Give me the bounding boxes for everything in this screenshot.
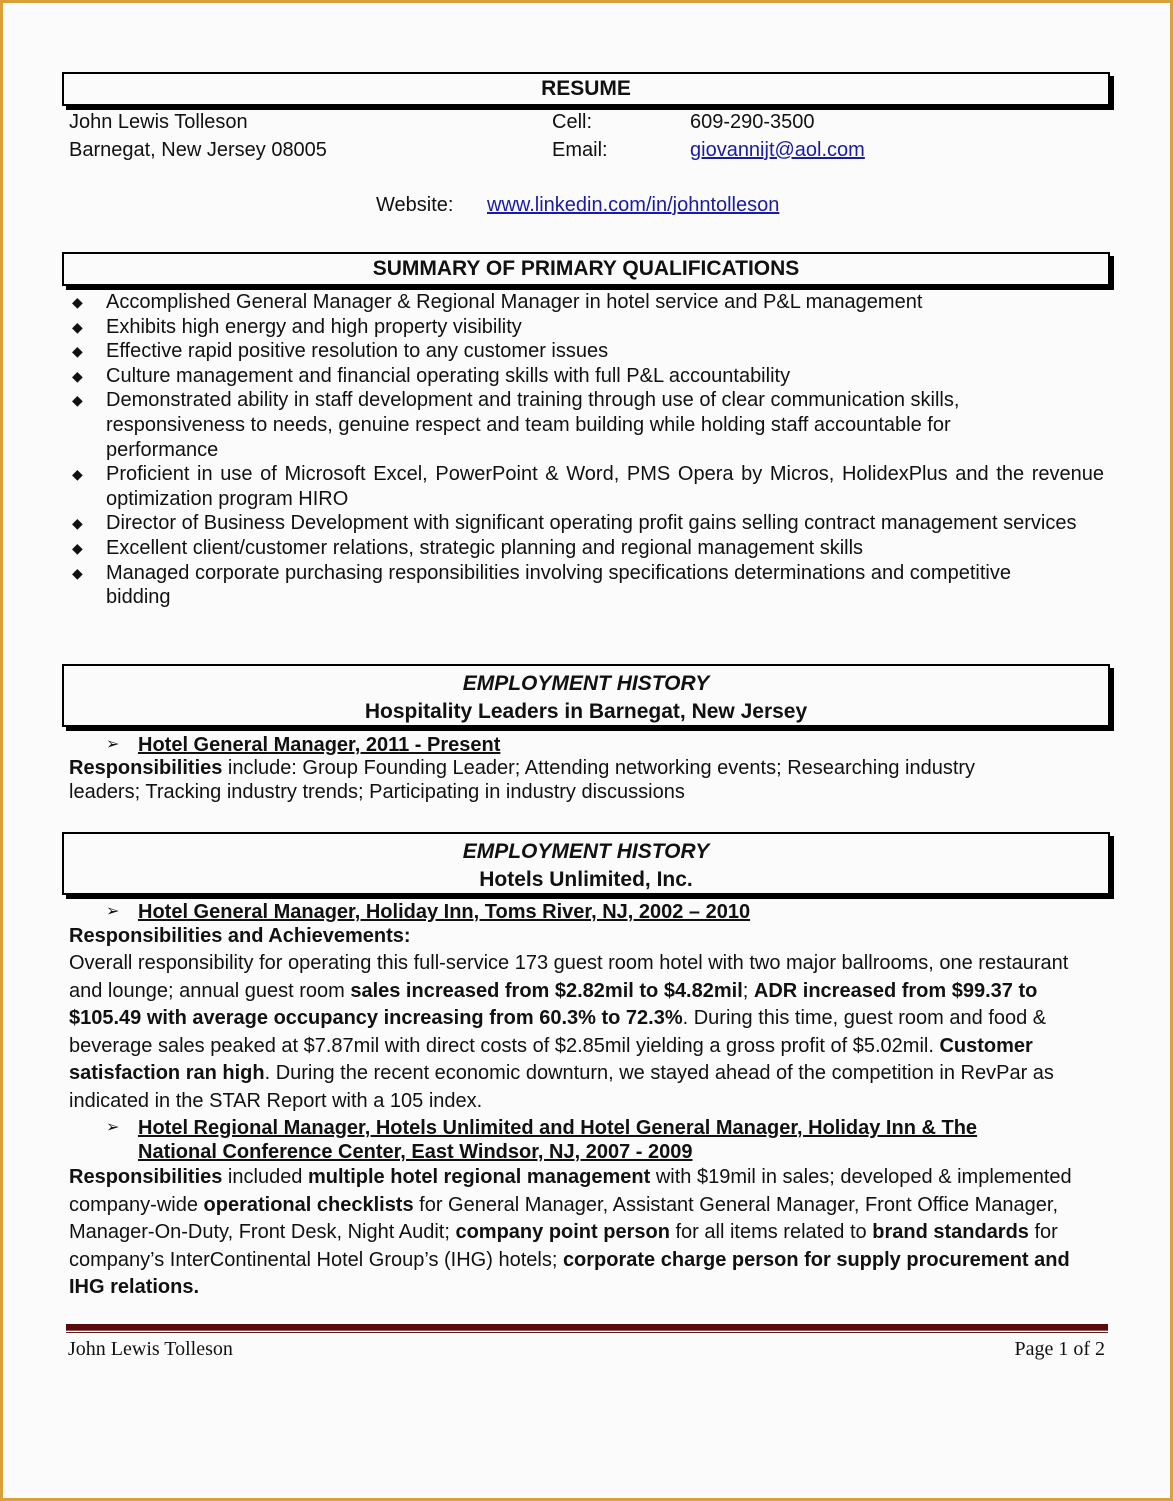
candidate-name: John Lewis Tolleson bbox=[69, 111, 248, 133]
role-heading: ➢ Hotel General Manager, Holiday Inn, Toms River, NJ, 2002 – 2010 bbox=[106, 901, 751, 923]
diamond-bullet-icon: ◆ bbox=[72, 466, 83, 483]
employment-section-title: EMPLOYMENT HISTORY bbox=[462, 672, 710, 695]
diamond-bullet-icon: ◆ bbox=[72, 343, 83, 360]
footer-name: John Lewis Tolleson bbox=[68, 1338, 233, 1360]
summary-item: ◆ Managed corporate purchasing responsibilities involving specifications determinations and competitive bidding bbox=[72, 561, 1011, 609]
website-link[interactable]: www.linkedin.com/in/johntolleson bbox=[487, 194, 780, 216]
employment-box-1 bbox=[62, 664, 1110, 727]
summary-item: ◆ Effective rapid positive resolution to any customer issues bbox=[72, 340, 609, 363]
summary-item: ◆ Excellent client/customer relations, strategic planning and regional management skills bbox=[72, 536, 864, 559]
employment-section-title: EMPLOYMENT HISTORY bbox=[462, 840, 710, 863]
summary-item: ◆ Demonstrated ability in staff development and training through use of clear communication skills, responsiveness to needs, genuine respect and team building while holding staff accountable for performance bbox=[72, 389, 960, 461]
role-heading: ➢ Hotel Regional Manager, Hotels Unlimited and Hotel General Manager, Holiday Inn & The National Conference Center, East Windsor, NJ, 2007 - 2009 bbox=[106, 1117, 978, 1163]
diamond-bullet-icon: ◆ bbox=[72, 318, 83, 335]
employment-box-2 bbox=[62, 832, 1110, 895]
cell-label: Cell: bbox=[552, 111, 593, 133]
responsibilities-label: Responsibilities and Achievements: bbox=[69, 925, 411, 947]
footer-divider bbox=[66, 1324, 1108, 1331]
arrow-bullet-icon: ➢ bbox=[106, 736, 120, 753]
role-description: Overall responsibility for operating this full-service 173 guest room hotel with two major ballrooms, one restaurant and lounge; annual guest room sales increased from $2.82mil to $4.82mil; ADR increased from $99.37 to $105.49 with average occupancy increasing from 60.3% to 72.3%. During this time, guest room and food & beverage sales peaked at $7.87mil with direct costs of $2.85mil yielding a gross profit of $5.02mil. Customer satisfaction ran high. During the recent economic downturn, we stayed ahead of the competition in RevPar as indicated in the STAR Report with a 105 index. bbox=[69, 952, 1069, 1112]
arrow-bullet-icon: ➢ bbox=[106, 903, 120, 920]
arrow-bullet-icon: ➢ bbox=[106, 1119, 120, 1136]
diamond-bullet-icon: ◆ bbox=[72, 367, 83, 384]
summary-item: ◆ Culture management and financial operating skills with full P&L accountability bbox=[72, 364, 791, 387]
candidate-address: Barnegat, New Jersey 08005 bbox=[69, 139, 327, 161]
summary-item: ◆ Director of Business Development with significant operating profit gains selling contract management services bbox=[72, 512, 1077, 535]
summary-item: ◆ Exhibits high energy and high property visibility bbox=[72, 315, 522, 338]
role-heading: ➢ Hotel General Manager, 2011 - Present bbox=[106, 734, 501, 756]
footer-page-number: Page 1 of 2 bbox=[1014, 1338, 1105, 1360]
employment-company: Hotels Unlimited, Inc. bbox=[479, 868, 693, 891]
footer-divider-thin bbox=[66, 1332, 1108, 1333]
employment-company: Hospitality Leaders in Barnegat, New Jersey bbox=[364, 700, 808, 723]
summary-list bbox=[70, 290, 1110, 610]
summary-item: ◆ Proficient in use of Microsoft Excel, PowerPoint & Word, PMS Opera by Micros, HolidexPlus and the revenue optimization program HIRO bbox=[72, 463, 1104, 510]
email-label: Email: bbox=[552, 139, 608, 161]
summary-title: SUMMARY OF PRIMARY QUALIFICATIONS bbox=[372, 257, 800, 280]
website-label: Website: bbox=[376, 194, 454, 216]
diamond-bullet-icon: ◆ bbox=[72, 392, 83, 409]
role-description: Responsibilities include: Group Founding Leader; Attending networking events; Researching industry leaders; Tracking industry trends; Participating in industry discussions bbox=[69, 757, 976, 803]
diamond-bullet-icon: ◆ bbox=[72, 564, 83, 581]
summary-item: ◆ Accomplished General Manager & Regional Manager in hotel service and P&L management bbox=[72, 291, 923, 313]
resume-title-box bbox=[62, 72, 1110, 106]
resume-title: RESUME bbox=[541, 77, 631, 100]
summary-title-box bbox=[62, 252, 1110, 286]
diamond-bullet-icon: ◆ bbox=[72, 515, 83, 532]
diamond-bullet-icon: ◆ bbox=[72, 539, 83, 556]
role-description: Responsibilities included multiple hotel regional management with $19mil in sales; developed & implemented company-wide operational checklists for General Manager, Assistant General Manager, Front Office Manager, Manager-On-Duty, Front Desk, Night Audit; company point person for all items related to brand standards for company’s InterContinental Hotel Group’s (IHG) hotels; corporate charge person for supply procurement and IHG relations. bbox=[69, 1166, 1072, 1299]
email-link[interactable]: giovannijt@aol.com bbox=[690, 139, 865, 161]
cell-value: 609-290-3500 bbox=[690, 111, 815, 133]
diamond-bullet-icon: ◆ bbox=[72, 294, 83, 310]
